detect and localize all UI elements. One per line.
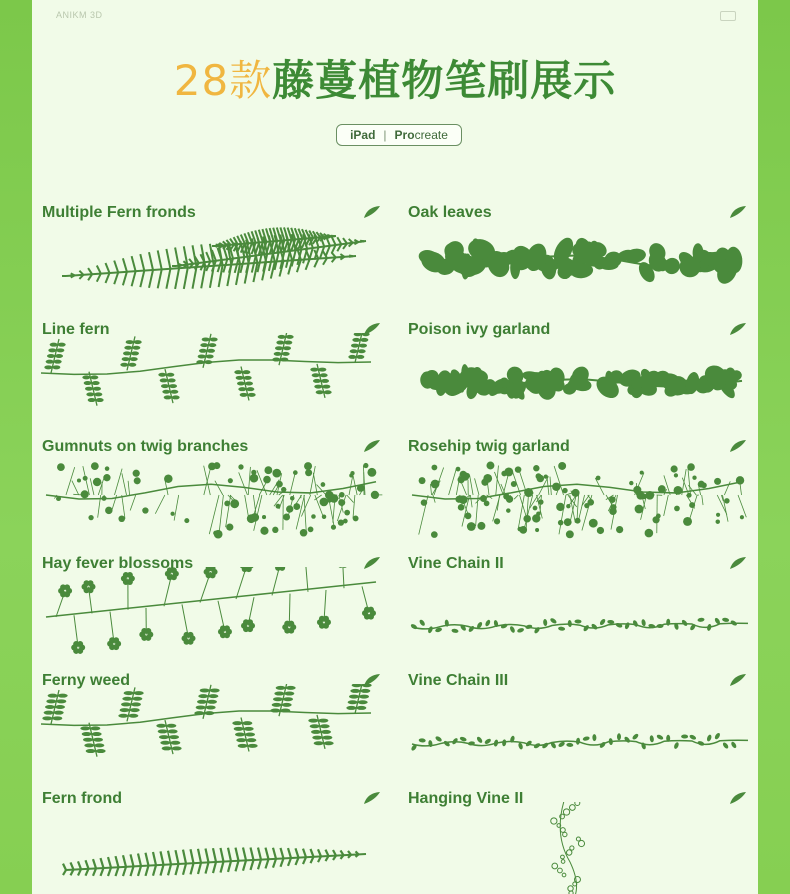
leaf-icon bbox=[729, 205, 747, 219]
brush-stroke-preview bbox=[402, 567, 757, 667]
brush-name: Fern frond bbox=[42, 790, 122, 807]
brush-card bbox=[36, 668, 391, 785]
page-title bbox=[32, 48, 758, 108]
leaf-icon bbox=[363, 673, 381, 687]
brush-stroke-preview bbox=[36, 802, 391, 894]
brush-card bbox=[402, 786, 757, 894]
brush-name: Multiple Fern fronds bbox=[42, 204, 196, 221]
brush-name: Vine Chain II bbox=[408, 555, 504, 572]
title-text: 藤蔓植物笔刷展示 bbox=[272, 56, 617, 105]
brush-stroke-preview bbox=[402, 333, 757, 433]
leaf-icon bbox=[363, 439, 381, 453]
brush-stroke-preview bbox=[36, 333, 391, 433]
leaf-icon bbox=[363, 205, 381, 219]
brand-mark: ANIKM 3D bbox=[56, 10, 103, 20]
brush-stroke-preview bbox=[402, 802, 757, 894]
platform-badge bbox=[336, 124, 462, 146]
brush-card bbox=[36, 200, 391, 317]
badge-procreate: Procreate bbox=[394, 128, 448, 142]
brush-stroke-preview bbox=[36, 684, 391, 784]
content-panel bbox=[32, 0, 758, 894]
brush-card bbox=[36, 551, 391, 668]
leaf-icon bbox=[363, 556, 381, 570]
window-icon bbox=[720, 11, 736, 21]
brush-card bbox=[402, 434, 757, 551]
brush-card bbox=[402, 200, 757, 317]
badge-separator: | bbox=[383, 128, 387, 142]
brush-name: Vine Chain III bbox=[408, 672, 509, 689]
brush-name: Hay fever blossoms bbox=[42, 555, 194, 572]
leaf-icon bbox=[729, 673, 747, 687]
brush-stroke-preview bbox=[402, 450, 757, 550]
brush-name: Line fern bbox=[42, 321, 110, 338]
leaf-icon bbox=[363, 322, 381, 336]
brush-name: Ferny weed bbox=[42, 672, 131, 689]
brush-card bbox=[402, 551, 757, 668]
leaf-icon bbox=[729, 322, 747, 336]
badge-ipad: iPad bbox=[350, 128, 376, 142]
leaf-icon bbox=[729, 556, 747, 570]
brush-stroke-preview bbox=[36, 216, 391, 316]
brush-card bbox=[402, 317, 757, 434]
leaf-icon bbox=[363, 791, 381, 805]
brush-name: Rosehip twig garland bbox=[408, 438, 570, 455]
brush-card bbox=[402, 668, 757, 785]
brush-card bbox=[36, 786, 391, 894]
brush-name: Oak leaves bbox=[408, 204, 492, 221]
leaf-icon bbox=[729, 439, 747, 453]
brush-card bbox=[36, 434, 391, 551]
brush-name: Hanging Vine II bbox=[408, 790, 524, 807]
brush-name: Poison ivy garland bbox=[408, 321, 551, 338]
brush-name: Gumnuts on twig branches bbox=[42, 438, 249, 455]
leaf-icon bbox=[729, 791, 747, 805]
brush-stroke-preview bbox=[402, 684, 757, 784]
brush-card bbox=[36, 317, 391, 434]
title-number: 28款 bbox=[173, 56, 273, 105]
brush-stroke-preview bbox=[402, 216, 757, 316]
brush-stroke-preview bbox=[36, 567, 391, 667]
brush-stroke-preview bbox=[36, 450, 391, 550]
